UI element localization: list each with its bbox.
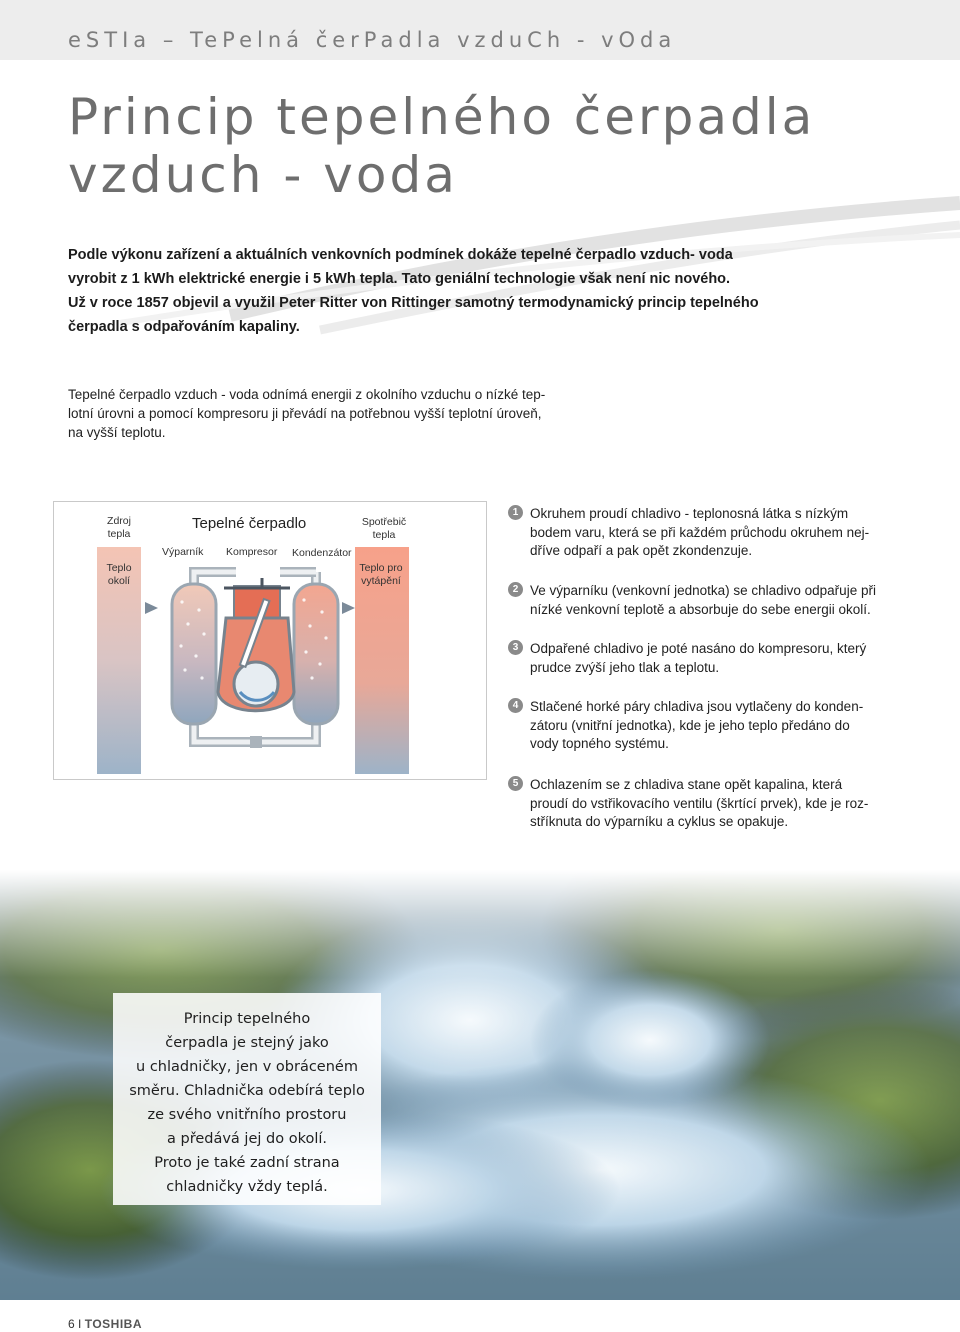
intro-body-line: Tepelné čerpadlo vzduch - voda odnímá energii z okolního vzduchu o nízké tep- — [68, 387, 546, 402]
intro-bold-line: čerpadla s odpařováním kapaliny. — [68, 319, 300, 335]
intro-bold-line: Podle výkonu zařízení a aktuálních venkovních podmínek dokáže tepelné čerpadlo vzduch- voda — [68, 247, 733, 263]
running-title: eSTIa – TePelná čerPadla vzduCh - vOda — [68, 28, 677, 52]
compressor-label: Kompresor — [226, 546, 278, 558]
diagram-title: Tepelné čerpadlo — [192, 515, 307, 532]
page-title — [68, 88, 815, 204]
step-number-badge: 2 — [508, 582, 523, 597]
step-number-badge: 5 — [508, 776, 523, 791]
brand-name: TOSHIBA — [84, 1317, 143, 1331]
intro-body-line: lotní úrovni a pomocí kompresoru ji převádí na potřebnou vyšší teplotní úroveň, — [68, 406, 542, 421]
quote-box — [113, 993, 381, 1205]
heat-source-label: Zdroj tepla — [107, 515, 131, 540]
ambient-heat-label: Teplo okolí — [106, 562, 132, 587]
title-line-1: Princip tepelného čerpadla — [68, 88, 816, 146]
intro-body-line: na vyšší teplotu. — [68, 425, 166, 440]
step-text: Ochlazením se z chladiva stane opět kapalina, která proudí do vstřikovacího ventilu (škrtící prvek), kde je roz- stříknuta do výparníku a cyklus se opakuje. — [530, 777, 869, 829]
step-text: Okruhem proudí chladivo - teplonosná látka s nízkým bodem varu, která se při každém průchodu okruhem nej- dříve odpaří a pak opět zkondenzuje. — [530, 506, 870, 558]
quote-text: Princip tepelného čerpadla je stejný jako u chladničky, jen v obráceném směru. Chladnička odebírá teplo ze svého vnitřního prostoru a předává jej do okolí. Proto je také zadní strana chladničky vždy teplá. — [129, 1011, 365, 1195]
diagram-graphic — [54, 502, 486, 779]
step-number-badge: 4 — [508, 698, 523, 713]
step-text: Ve výparníku (venkovní jednotka) se chladivo odpařuje při nízké venkovní teplotě a absorbuje do sebe energii okolí. — [530, 583, 876, 617]
condenser-tank — [294, 584, 338, 724]
heat-pump-diagram — [53, 501, 487, 780]
intro-bold-paragraph — [68, 243, 878, 339]
intro-body-paragraph — [68, 385, 578, 442]
arrow-in — [145, 602, 158, 614]
step-number-badge: 3 — [508, 640, 523, 655]
heat-consumer-label: Spotřebič tepla — [361, 516, 407, 541]
arrow-out — [342, 602, 355, 614]
title-line-2: vzduch - voda — [68, 146, 458, 204]
intro-bold-line: Už v roce 1857 objevil a využil Peter Ritter von Rittinger samotný termodynamický princip tepelného — [68, 295, 759, 311]
step-text: Stlačené horké páry chladiva jsou vytlačeny do konden- zátoru (vnitřní jednotka), kde je jeho teplo předáno do vody topného systému. — [530, 699, 864, 751]
evaporator-tank — [172, 584, 216, 724]
footer-separator: I — [78, 1317, 82, 1331]
compressor-unit — [218, 578, 294, 711]
step-number-badge: 1 — [508, 505, 523, 520]
heating-label: Teplo pro vytápění — [359, 562, 403, 587]
intro-bold-line: vyrobit z 1 kWh elektrické energie i 5 kWh tepla. Tato geniální technologie však není nic nového. — [68, 271, 731, 287]
condenser-label: Kondenzátor — [292, 547, 352, 559]
page-footer — [68, 1317, 142, 1331]
page-number: 6 — [68, 1317, 75, 1331]
step-text: Odpařené chladivo je poté nasáno do kompresoru, který prudce zvýší jeho tlak a teplotu. — [530, 641, 867, 675]
expansion-valve — [250, 736, 262, 748]
evaporator-label: Výparník — [162, 546, 204, 558]
